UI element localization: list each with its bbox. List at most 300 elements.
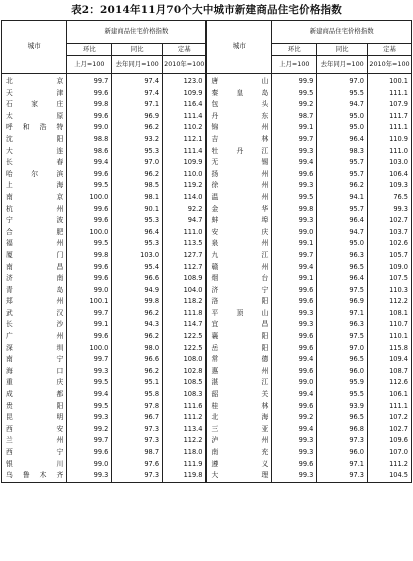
city-name: 沈阳 (2, 134, 67, 146)
mom-value: 99.1 (272, 122, 317, 134)
yoy-value: 95.8 (112, 389, 163, 401)
city-name: 北海 (206, 412, 271, 424)
city-name: 福州 (2, 238, 67, 250)
table-body (2, 74, 412, 483)
header-fixed-right: 定基 (368, 44, 412, 56)
fixed-value: 99.3 (368, 204, 412, 216)
fixed-value: 110.9 (368, 134, 412, 146)
fixed-value: 112.2 (163, 435, 207, 447)
yoy-value: 97.1 (317, 459, 368, 471)
fixed-value: 115.8 (368, 343, 412, 355)
fixed-value: 104.0 (163, 285, 207, 297)
mom-value: 99.2 (67, 424, 112, 436)
yoy-value: 96.8 (317, 424, 368, 436)
yoy-value: 95.4 (112, 262, 163, 274)
fixed-value: 112.6 (368, 377, 412, 389)
fixed-value: 110.0 (163, 169, 207, 181)
fixed-value: 107.0 (368, 447, 412, 459)
table-row (2, 74, 412, 88)
mom-value: 99.6 (67, 88, 112, 100)
mom-value: 99.5 (272, 88, 317, 100)
header-fixed-left: 定基 (163, 44, 207, 56)
mom-value: 99.5 (67, 401, 112, 413)
yoy-value: 96.4 (317, 134, 368, 146)
yoy-value: 97.3 (112, 424, 163, 436)
table-row (2, 146, 412, 158)
fixed-value: 102.7 (368, 424, 412, 436)
fixed-value: 119.8 (163, 470, 207, 482)
mom-value: 99.7 (67, 308, 112, 320)
city-name: 南宁 (2, 354, 67, 366)
fixed-value: 109.9 (163, 157, 207, 169)
yoy-value: 97.1 (317, 308, 368, 320)
fixed-value: 108.7 (368, 366, 412, 378)
yoy-value: 98.1 (112, 192, 163, 204)
city-name: 石家庄 (2, 99, 67, 111)
fixed-value: 112.1 (163, 134, 207, 146)
table-row (2, 227, 412, 239)
table-row (2, 250, 412, 262)
table-row (2, 354, 412, 366)
mom-value: 99.7 (67, 435, 112, 447)
yoy-value: 96.2 (112, 366, 163, 378)
yoy-value: 94.3 (112, 319, 163, 331)
fixed-value: 108.5 (163, 377, 207, 389)
fixed-value: 111.6 (163, 401, 207, 413)
yoy-value: 95.7 (317, 204, 368, 216)
mom-value: 99.7 (67, 74, 112, 88)
city-name: 岳阳 (206, 343, 271, 355)
fixed-value: 107.5 (368, 273, 412, 285)
mom-value: 99.6 (272, 343, 317, 355)
yoy-value: 97.0 (112, 157, 163, 169)
fixed-value: 102.7 (368, 215, 412, 227)
table-row (2, 238, 412, 250)
yoy-value: 95.7 (317, 157, 368, 169)
city-name: 安庆 (206, 227, 271, 239)
city-name: 西安 (2, 424, 67, 436)
city-name: 扬州 (206, 169, 271, 181)
mom-value: 99.4 (272, 389, 317, 401)
city-name: 青岛 (2, 285, 67, 297)
city-name: 宜昌 (206, 319, 271, 331)
mom-value: 99.6 (272, 169, 317, 181)
mom-value: 99.7 (67, 354, 112, 366)
yoy-value: 95.0 (317, 238, 368, 250)
fixed-value: 106.4 (368, 169, 412, 181)
yoy-value: 96.2 (112, 122, 163, 134)
city-name: 襄阳 (206, 331, 271, 343)
yoy-value: 96.5 (317, 354, 368, 366)
yoy-value: 96.2 (112, 308, 163, 320)
yoy-value: 95.7 (317, 169, 368, 181)
city-name: 秦皇岛 (206, 88, 271, 100)
mom-value: 99.4 (272, 262, 317, 274)
mom-value: 100.0 (67, 343, 112, 355)
table-row (2, 122, 412, 134)
mom-value: 99.6 (272, 285, 317, 297)
mom-value: 99.1 (272, 273, 317, 285)
mom-value: 99.3 (272, 146, 317, 158)
fixed-value: 102.8 (163, 366, 207, 378)
fixed-value: 110.1 (368, 331, 412, 343)
yoy-value: 97.4 (112, 88, 163, 100)
yoy-value: 98.0 (112, 343, 163, 355)
city-name: 兰州 (2, 435, 67, 447)
fixed-value: 107.2 (368, 412, 412, 424)
table-row (2, 192, 412, 204)
header-mom-right: 环比 (272, 44, 317, 56)
yoy-value: 98.3 (317, 146, 368, 158)
mom-value: 99.4 (272, 354, 317, 366)
yoy-value: 95.3 (112, 238, 163, 250)
yoy-value: 96.6 (112, 273, 163, 285)
yoy-value: 95.3 (112, 146, 163, 158)
city-name: 牡丹江 (206, 146, 271, 158)
city-name: 惠州 (206, 366, 271, 378)
city-name: 厦门 (2, 250, 67, 262)
fixed-value: 103.0 (368, 157, 412, 169)
city-name: 杭州 (2, 204, 67, 216)
yoy-value: 97.6 (112, 459, 163, 471)
fixed-value: 111.1 (368, 88, 412, 100)
fixed-value: 111.8 (163, 308, 207, 320)
table-row (2, 377, 412, 389)
mom-value: 99.3 (67, 470, 112, 482)
city-name: 北京 (2, 74, 67, 88)
city-name: 重庆 (2, 377, 67, 389)
fixed-value: 111.7 (368, 111, 412, 123)
mom-value: 99.6 (67, 331, 112, 343)
mom-value: 99.6 (272, 459, 317, 471)
fixed-value: 100.1 (368, 74, 412, 88)
table-row (2, 157, 412, 169)
city-name: 深圳 (2, 343, 67, 355)
yoy-value: 97.3 (112, 435, 163, 447)
fixed-value: 108.9 (163, 273, 207, 285)
city-name: 大理 (206, 470, 271, 482)
mom-value: 99.5 (272, 192, 317, 204)
fixed-value: 111.2 (163, 412, 207, 424)
fixed-value: 102.6 (368, 238, 412, 250)
city-name: 成都 (2, 389, 67, 401)
city-name: 济南 (2, 273, 67, 285)
city-name: 南充 (206, 447, 271, 459)
yoy-value: 95.0 (317, 122, 368, 134)
header-yoy-right: 同比 (317, 44, 368, 56)
mom-value: 99.3 (272, 180, 317, 192)
table-row (2, 343, 412, 355)
fixed-value: 109.6 (368, 435, 412, 447)
mom-value: 99.4 (67, 389, 112, 401)
city-name: 遵义 (206, 459, 271, 471)
city-name: 长春 (2, 157, 67, 169)
mom-value: 99.6 (67, 273, 112, 285)
city-name: 长沙 (2, 319, 67, 331)
city-name: 武汉 (2, 308, 67, 320)
table-row (2, 412, 412, 424)
yoy-value: 95.5 (317, 389, 368, 401)
fixed-value: 110.7 (368, 319, 412, 331)
yoy-value: 96.4 (112, 227, 163, 239)
mom-value: 99.5 (67, 180, 112, 192)
mom-value: 99.0 (67, 459, 112, 471)
fixed-value: 112.7 (163, 262, 207, 274)
mom-value: 99.5 (67, 377, 112, 389)
fixed-value: 103.7 (368, 227, 412, 239)
city-name: 贵阳 (2, 401, 67, 413)
mom-value: 99.3 (67, 412, 112, 424)
mom-value: 99.6 (272, 331, 317, 343)
header-mom-base-right: 上月=100 (272, 56, 317, 74)
yoy-value: 96.2 (317, 180, 368, 192)
header-yoy-left: 同比 (112, 44, 163, 56)
fixed-value: 118.0 (163, 447, 207, 459)
mom-value: 99.7 (272, 134, 317, 146)
yoy-value: 96.5 (317, 262, 368, 274)
mom-value: 98.6 (67, 146, 112, 158)
header-mom-base-left: 上月=100 (67, 56, 112, 74)
city-name: 三亚 (206, 424, 271, 436)
fixed-value: 92.2 (163, 204, 207, 216)
yoy-value: 98.5 (112, 180, 163, 192)
fixed-value: 110.3 (368, 285, 412, 297)
mom-value: 99.1 (272, 238, 317, 250)
table-row (2, 285, 412, 297)
fixed-value: 111.1 (368, 122, 412, 134)
mom-value: 99.0 (272, 227, 317, 239)
yoy-value: 93.2 (112, 134, 163, 146)
yoy-value: 96.7 (112, 412, 163, 424)
fixed-value: 109.0 (368, 262, 412, 274)
fixed-value: 104.5 (368, 470, 412, 482)
yoy-value: 97.8 (112, 401, 163, 413)
yoy-value: 97.3 (112, 470, 163, 482)
fixed-value: 107.9 (368, 99, 412, 111)
city-name: 常德 (206, 354, 271, 366)
fixed-value: 113.5 (163, 238, 207, 250)
table-row (2, 331, 412, 343)
city-name: 银川 (2, 459, 67, 471)
city-name: 泉州 (206, 238, 271, 250)
mom-value: 99.6 (272, 366, 317, 378)
city-name: 丹东 (206, 111, 271, 123)
fixed-value: 122.5 (163, 331, 207, 343)
fixed-value: 111.0 (163, 227, 207, 239)
fixed-value: 109.4 (368, 354, 412, 366)
city-name: 上海 (2, 180, 67, 192)
header-mom-left: 环比 (67, 44, 112, 56)
mom-value: 99.7 (272, 250, 317, 262)
table-row (2, 169, 412, 181)
yoy-value: 95.9 (317, 377, 368, 389)
mom-value: 99.6 (67, 215, 112, 227)
city-name: 合肥 (2, 227, 67, 239)
table-row (2, 401, 412, 413)
mom-value: 99.8 (272, 204, 317, 216)
mom-value: 100.0 (67, 227, 112, 239)
mom-value: 99.3 (272, 319, 317, 331)
yoy-value: 96.9 (112, 111, 163, 123)
table-row (2, 424, 412, 436)
mom-value: 99.3 (272, 470, 317, 482)
city-name: 平顶山 (206, 308, 271, 320)
city-name: 南昌 (2, 262, 67, 274)
mom-value: 99.4 (272, 157, 317, 169)
fixed-value: 109.3 (368, 180, 412, 192)
city-name: 郑州 (2, 296, 67, 308)
header-fixed-base-left: 2010年=100 (163, 56, 207, 74)
table-row (2, 262, 412, 274)
fixed-value: 105.7 (368, 250, 412, 262)
city-name: 金华 (206, 204, 271, 216)
city-name: 唐山 (206, 74, 271, 88)
city-name: 广州 (2, 331, 67, 343)
city-name: 锦州 (206, 122, 271, 134)
fixed-value: 116.4 (163, 99, 207, 111)
city-name: 徐州 (206, 180, 271, 192)
city-name: 天津 (2, 88, 67, 100)
mom-value: 99.6 (67, 262, 112, 274)
yoy-value: 97.5 (317, 285, 368, 297)
city-name: 温州 (206, 192, 271, 204)
mom-value: 99.5 (67, 238, 112, 250)
city-name: 宁波 (2, 215, 67, 227)
city-name: 桂林 (206, 401, 271, 413)
mom-value: 98.7 (272, 111, 317, 123)
city-name: 哈尔滨 (2, 169, 67, 181)
yoy-value: 96.0 (317, 366, 368, 378)
city-name: 烟台 (206, 273, 271, 285)
city-name: 济宁 (206, 285, 271, 297)
yoy-value: 95.1 (112, 377, 163, 389)
table-row (2, 99, 412, 111)
city-name: 包头 (206, 99, 271, 111)
fixed-value: 114.7 (163, 319, 207, 331)
yoy-value: 96.0 (317, 447, 368, 459)
table-row (2, 215, 412, 227)
mom-value: 99.0 (67, 285, 112, 297)
price-index-table (1, 20, 412, 483)
city-name: 赣州 (206, 262, 271, 274)
fixed-value: 109.9 (163, 88, 207, 100)
header-city-right: 城市 (206, 21, 271, 74)
mom-value: 99.3 (272, 308, 317, 320)
yoy-value: 96.4 (317, 273, 368, 285)
fixed-value: 118.2 (163, 296, 207, 308)
yoy-value: 97.0 (317, 343, 368, 355)
fixed-value: 76.5 (368, 192, 412, 204)
mom-value: 99.3 (272, 435, 317, 447)
yoy-value: 96.4 (317, 215, 368, 227)
yoy-value: 97.1 (112, 99, 163, 111)
city-name: 韶关 (206, 389, 271, 401)
mom-value: 99.1 (67, 319, 112, 331)
mom-value: 99.2 (272, 99, 317, 111)
city-name: 蚌埠 (206, 215, 271, 227)
mom-value: 99.0 (272, 377, 317, 389)
mom-value: 99.6 (67, 111, 112, 123)
fixed-value: 111.4 (163, 111, 207, 123)
header-city-left: 城市 (2, 21, 67, 74)
table-row (2, 319, 412, 331)
city-name: 昆明 (2, 412, 67, 424)
table-row (2, 459, 412, 471)
fixed-value: 110.2 (163, 122, 207, 134)
yoy-value: 96.6 (112, 354, 163, 366)
city-name: 泸州 (206, 435, 271, 447)
mom-value: 99.6 (67, 169, 112, 181)
yoy-value: 94.7 (317, 227, 368, 239)
yoy-value: 95.3 (112, 215, 163, 227)
city-name: 南京 (2, 192, 67, 204)
city-name: 九江 (206, 250, 271, 262)
mom-value: 99.4 (272, 424, 317, 436)
fixed-value: 111.0 (368, 146, 412, 158)
mom-value: 100.0 (67, 192, 112, 204)
yoy-value: 97.5 (317, 331, 368, 343)
yoy-value: 94.1 (317, 192, 368, 204)
mom-value: 98.8 (67, 134, 112, 146)
yoy-value: 96.2 (112, 331, 163, 343)
fixed-value: 108.3 (163, 389, 207, 401)
mom-value: 99.3 (272, 447, 317, 459)
city-name: 湛江 (206, 377, 271, 389)
table-row (2, 296, 412, 308)
city-name: 吉林 (206, 134, 271, 146)
table-row (2, 447, 412, 459)
mom-value: 100.1 (67, 296, 112, 308)
table-row (2, 134, 412, 146)
yoy-value: 97.3 (317, 435, 368, 447)
table-row (2, 111, 412, 123)
fixed-value: 113.4 (163, 424, 207, 436)
fixed-value: 111.2 (368, 459, 412, 471)
mom-value: 99.9 (272, 74, 317, 88)
yoy-value: 93.9 (317, 401, 368, 413)
city-name: 呼和浩特 (2, 122, 67, 134)
city-name: 太原 (2, 111, 67, 123)
mom-value: 99.8 (67, 99, 112, 111)
city-name: 乌鲁木齐 (2, 470, 67, 482)
fixed-value: 112.2 (368, 296, 412, 308)
yoy-value: 96.5 (317, 412, 368, 424)
fixed-value: 119.2 (163, 180, 207, 192)
fixed-value: 108.1 (368, 308, 412, 320)
table-row (2, 180, 412, 192)
header-group-left: 新建商品住宅价格指数 (67, 21, 207, 44)
yoy-value: 95.0 (317, 111, 368, 123)
city-name: 洛阳 (206, 296, 271, 308)
mom-value: 99.3 (272, 215, 317, 227)
fixed-value: 123.0 (163, 74, 207, 88)
table-row (2, 88, 412, 100)
yoy-value: 99.8 (112, 296, 163, 308)
header-fixed-base-right: 2010年=100 (368, 56, 412, 74)
mom-value: 99.4 (67, 157, 112, 169)
mom-value: 99.2 (272, 412, 317, 424)
yoy-value: 103.0 (112, 250, 163, 262)
table-row (2, 435, 412, 447)
table-row (2, 308, 412, 320)
yoy-value: 96.9 (317, 296, 368, 308)
table-row (2, 366, 412, 378)
yoy-value: 97.4 (112, 74, 163, 88)
mom-value: 99.6 (67, 447, 112, 459)
mom-value: 99.6 (272, 296, 317, 308)
table-row (2, 273, 412, 285)
yoy-value: 95.5 (317, 88, 368, 100)
